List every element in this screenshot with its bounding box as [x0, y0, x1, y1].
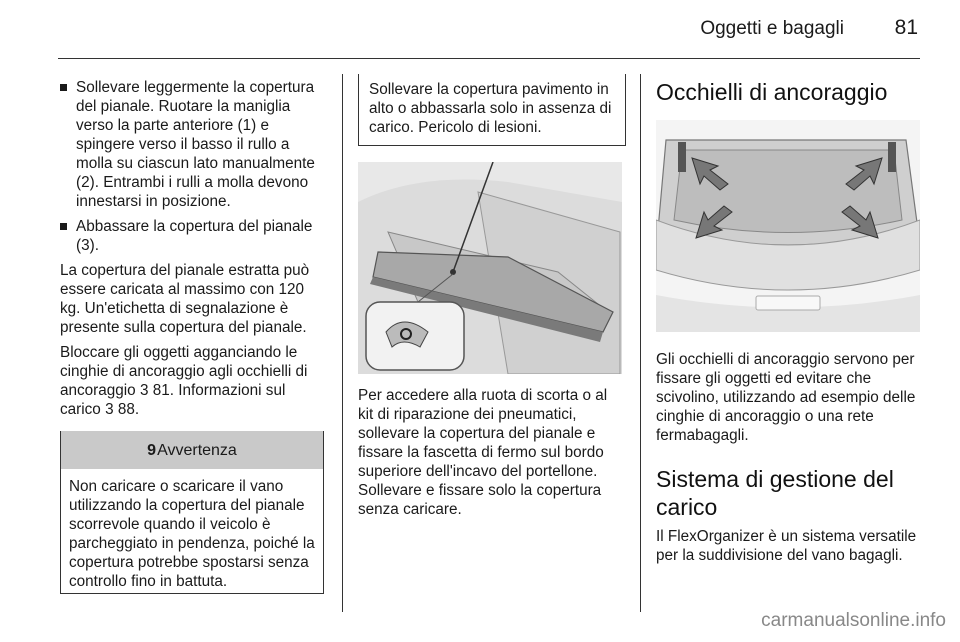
caution-note: Sollevare la copertura pavimento in alto o abbassarla solo in assenza di carico. Pericolo di lesioni. [358, 74, 626, 146]
watermark: carmanualsonline.info [761, 610, 946, 631]
load-floor-illustration [358, 162, 622, 374]
list-item: Sollevare leggermente la copertura del pianale. Ruotare la maniglia verso la parte anteriore (1) e spingere verso il basso il rullo a molla su ciascun lato manualmente (2). Entrambi i rulli a molla devono innestarsi in posizione. [60, 78, 328, 211]
page-reference[interactable]: 81 [152, 382, 170, 399]
warning-icon: 9 [147, 441, 157, 459]
cross-reference-icon[interactable]: 3 [105, 401, 114, 418]
spare-wheel-paragraph: Per accedere alla ruota di scorta o al kit di riparazione dei pneumatici, sollevare la copertura del pianale e fissare la fascetta di fermo sul bordo superiore dell'incavo del portellone. Sollevare e fissare solo la copertura senza caricare. [358, 387, 608, 518]
header-title: Oggetti e bagagli [700, 18, 844, 39]
column-1 [60, 78, 328, 594]
list-item: Abbassare la copertura del pianale (3). [60, 217, 328, 255]
securing-paragraph: Bloccare gli oggetti agganciando le cinghie di ancoraggio agli occhielli di ancoraggio 3 81. Informazioni sul carico 3 88. [60, 344, 308, 418]
warning-text: Non caricare o scaricare il vano utilizzando la copertura del pianale scorrevole quando il veicolo è parcheggiato in pendenza, poiché la copertura potrebbe spostarsi senza controllo fino in battuta. [69, 478, 315, 590]
page-reference[interactable]: 88 [117, 401, 135, 418]
cargo-area-illustration [656, 120, 920, 332]
column-3 [656, 78, 926, 571]
anchoring-paragraph: Gli occhielli di ancoraggio servono per fissare gli oggetti ed evitare che scivolino, utilizzando ad esempio delle cinghie di ancoraggio o una rete fermabagagli. [656, 351, 916, 444]
page-number: 81 [894, 16, 918, 39]
section-heading-load-management: Sistema di gestione del carico [656, 466, 894, 520]
section-heading-anchoring: Occhielli di ancoraggio [656, 79, 888, 105]
warning-header [61, 431, 323, 469]
header-rule [58, 58, 920, 59]
instruction-list [60, 78, 328, 255]
column-2 [358, 78, 624, 525]
column-divider-1 [342, 74, 343, 612]
flexorganizer-paragraph: Il FlexOrganizer è un sistema versatile per la suddivisione del vano bagagli. [656, 528, 917, 564]
column-divider-2 [640, 74, 641, 612]
cross-reference-icon[interactable]: 3 [139, 382, 149, 399]
warning-box [60, 431, 324, 594]
warning-title: Avvertenza [157, 441, 237, 459]
load-capacity-paragraph: La copertura del pianale estratta può essere caricata al massimo con 120 kg. Un'etichetta di segnalazione è presente sulla copertura del pianale. [60, 262, 310, 336]
